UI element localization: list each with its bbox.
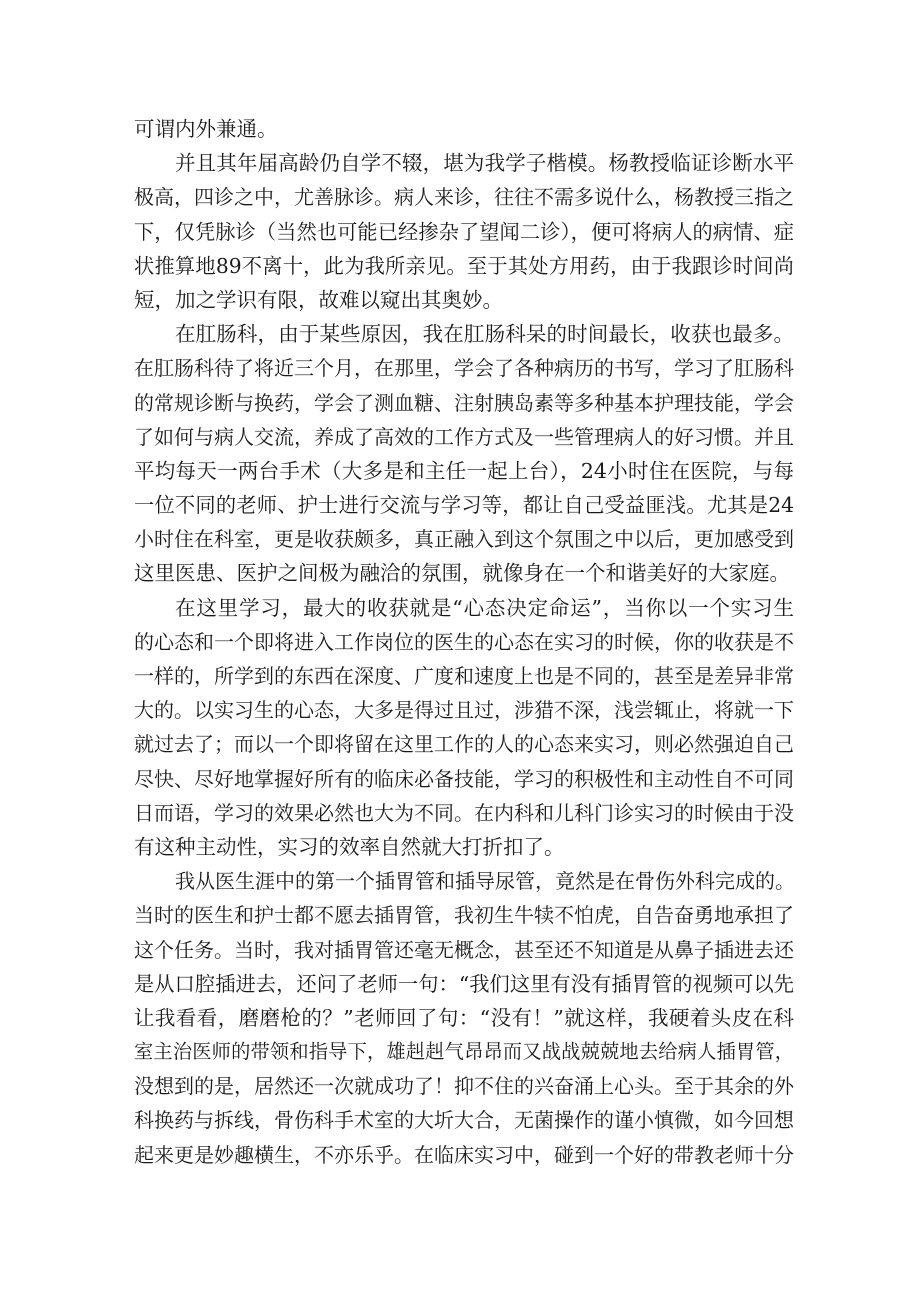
text-line: 极高，四诊之中，尤善脉诊。病人来诊，往往不需多说什么，杨教授三指之 (134, 185, 794, 210)
text-line: 短，加之学识有限，故难以窥出其奥妙。 (134, 287, 503, 312)
text-line: 一位不同的老师、护士进行交流与学习等，都让自己受益匪浅。尤其是24 (134, 493, 794, 518)
text-line: 可谓内外兼通。 (134, 117, 278, 141)
text-line: 了如何与病人交流，养成了高效的工作方式及一些管理病人的好习惯。并且 (134, 424, 794, 449)
text-line: 这个任务。当时，我对插胃管还毫无概念，甚至还不知道是从鼻子插进去还 (134, 937, 794, 962)
text-line: 平均每天一两台手术（大多是和主任一起上台），24小时住在医院，与每 (134, 458, 794, 483)
text-line: 日而语，学习的效果必然也大为不同。在内科和儿科门诊实习的时候由于没 (134, 800, 794, 825)
body-text (134, 112, 794, 1172)
text-line: 是从口腔插进去，还问了老师一句：“我们这里有没有插胃管的视频可以先 (134, 971, 794, 996)
text-line: 尽快、尽好地掌握好所有的临床必备技能，学习的积极性和主动性自不可同 (134, 766, 794, 791)
text-line: 小时住在科室，更是收获颇多，真正融入到这个氛围之中以后，更加感受到 (134, 527, 794, 552)
text-line: 有这种主动性，实习的效率自然就大打折扣了。 (134, 834, 565, 859)
text-line: 这里医患、医护之间极为融洽的氛围，就像身在一个和谐美好的大家庭。 (134, 561, 790, 586)
text-line: 并且其年届高龄仍自学不辍，堪为我学子楷模。杨教授临证诊断水平 (175, 151, 794, 176)
text-line: 室主治医师的带领和指导下，雄赳赳气昂昂而又战战兢兢地去给病人插胃管， (134, 1040, 794, 1064)
text-line: 在肛肠科，由于某些原因，我在肛肠科呆的时间最长，收获也最多。 (175, 322, 794, 347)
text-line: 状推算地89不离十，此为我所亲见。至于其处方用药，由于我跟诊时间尚 (134, 253, 794, 278)
text-line: 下，仅凭脉诊（当然也可能已经掺杂了望闻二诊），便可将病人的病情、症 (134, 219, 794, 244)
text-line: 在肛肠科待了将近三个月，在那里，学会了各种病历的书写，学习了肛肠科 (134, 356, 794, 381)
text-line: 科换药与拆线，骨伤科手术室的大圻大合，无菌操作的谨小慎微，如今回想 (134, 1108, 794, 1133)
text-line: 我从医生涯中的第一个插胃管和插导尿管，竟然是在骨伤外科完成的。 (175, 869, 795, 894)
text-line: 的常规诊断与换药，学会了测血糖、注射胰岛素等多种基本护理技能，学会 (134, 390, 794, 415)
text-line: 让我看看，磨磨枪的？”老师回了句：“没有！”就这样，我硬着头皮在科 (134, 1005, 794, 1030)
text-line: 在这里学习，最大的收获就是“心态决定命运”，当你以一个实习生 (175, 595, 794, 620)
text-line: 就过去了；而以一个即将留在这里工作的人的心态来实习，则必然强迫自己 (134, 732, 794, 757)
text-line: 起来更是妙趣横生，不亦乐乎。在临床实习中，碰到一个好的带教老师十分 (134, 1142, 794, 1167)
text-line: 大的。以实习生的心态，大多是得过且过，涉猎不深，浅尝辄止，将就一下 (134, 698, 794, 723)
text-line: 没想到的是，居然还一次就成功了！抑不住的兴奋涌上心头。至于其余的外 (134, 1074, 794, 1099)
text-line: 的心态和一个即将进入工作岗位的医生的心态在实习的时候，你的收获是不 (134, 629, 794, 654)
text-line: 当时的医生和护士都不愿去插胃管，我初生牛犊不怕虎，自告奋勇地承担了 (134, 903, 794, 928)
text-line: 一样的，所学到的东西在深度、广度和速度上也是不同的，甚至是差异非常 (134, 664, 794, 688)
